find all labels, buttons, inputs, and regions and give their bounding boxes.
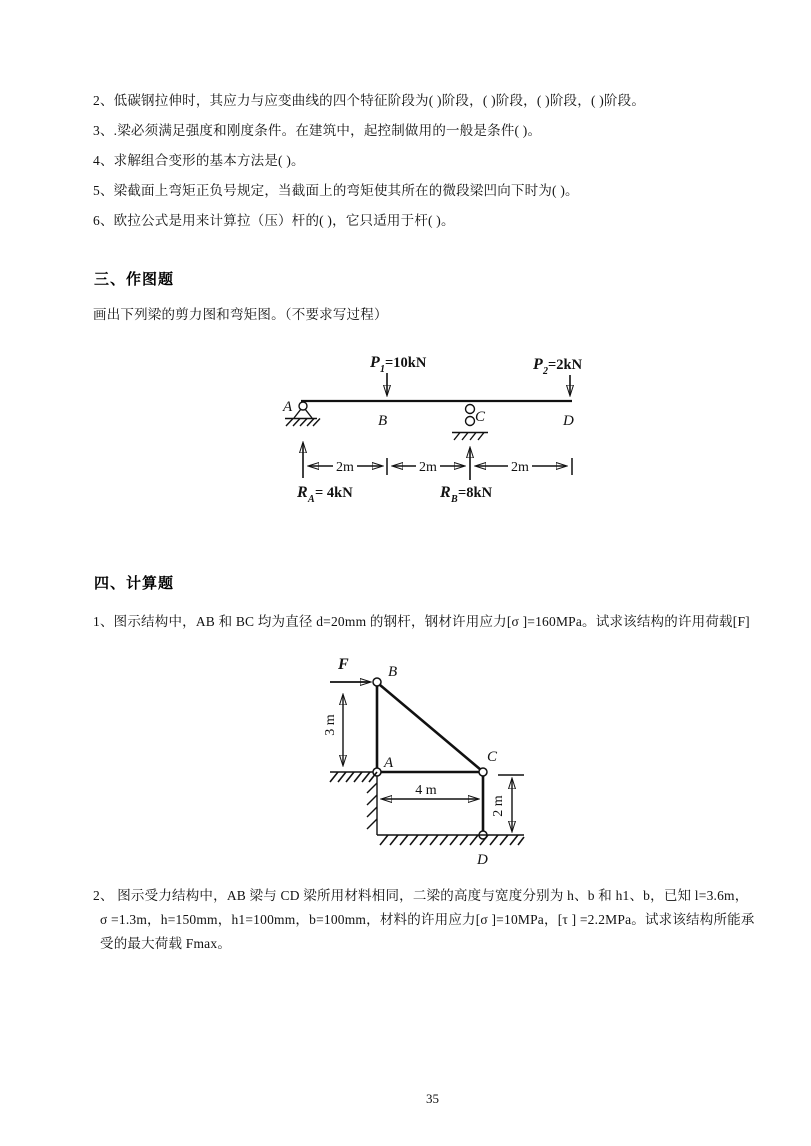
beam-diagram <box>270 345 610 510</box>
node-label-c: C <box>475 409 486 425</box>
section-drawing-intro: 画出下列梁的剪力图和弯矩图。（不要求写过程） <box>93 307 388 322</box>
question-2: 2、低碳钢拉伸时，其应力与应变曲线的四个特征阶段为( )阶段，( )阶段，( )阶段，( )阶段。 <box>93 93 646 108</box>
rb-subscript: B <box>451 494 458 505</box>
frame-label-c: C <box>487 749 498 765</box>
dim-label-cd: 2m <box>511 460 529 475</box>
frame-diagram <box>310 645 600 880</box>
rb-value: =8kN <box>458 485 493 501</box>
frame-label-d: D <box>477 852 488 868</box>
calc-question-2-line2: σ =1.3m，h=150mm，h1=100mm，b=100mm，材料的许用应力[σ ]=10MPa，[τ ] =2.2MPa。试求该结构所能承 <box>100 912 755 927</box>
node-label-d: D <box>563 413 574 429</box>
p2-symbol: P <box>533 356 543 373</box>
p1-value: =10kN <box>385 355 427 371</box>
calc-question-1: 1、图示结构中，AB 和 BC 均为直径 d=20mm 的钢杆，钢材许用应力[σ ]=160MPa。试求该结构的许用荷载[F] <box>93 614 750 629</box>
reaction-rb-label <box>439 484 493 505</box>
page-number: 35 <box>426 1091 439 1106</box>
section-drawing-heading: 三、作图题 <box>94 272 175 288</box>
wall-edge <box>367 776 377 835</box>
frame-label-b: B <box>388 664 398 680</box>
ra-subscript: A <box>308 494 315 505</box>
dim-2m <box>491 775 524 831</box>
calc-question-2-line3: 受的最大荷载 Fmax。 <box>100 936 232 951</box>
ground-upper-left <box>330 772 377 782</box>
load-p1-label <box>369 354 427 375</box>
dim-2m-label: 2 m <box>491 795 506 817</box>
question-4: 4、求解组合变形的基本方法是( )。 <box>93 153 305 168</box>
p1-subscript: 1 <box>380 364 385 375</box>
node-label-b: B <box>378 413 388 429</box>
member-bc <box>380 685 481 770</box>
p2-subscript: 2 <box>543 366 548 377</box>
dim-3m <box>323 695 343 765</box>
dim-4m <box>382 783 478 799</box>
section-calc-heading: 四、计算题 <box>94 576 175 592</box>
question-6: 6、欧拉公式是用来计算拉（压）杆的( )，它只适用于杆( )。 <box>93 213 455 228</box>
calc-question-2-line1: 2、 图示受力结构中，AB 梁与 CD 梁所用材料相同，二梁的高度与宽度分别为 h、b 和 h1、b，已知 l=3.6m， <box>93 888 749 903</box>
dim-label-ab: 2m <box>336 460 354 475</box>
rb-symbol: R <box>440 484 451 501</box>
p2-value: =2kN <box>548 357 583 373</box>
ra-symbol: R <box>297 484 308 501</box>
ra-value: = 4kN <box>315 485 353 501</box>
dim-label-bc: 2m <box>419 460 437 475</box>
ground-bottom <box>377 835 524 845</box>
p1-symbol: P <box>370 354 380 371</box>
node-label-a: A <box>283 399 293 415</box>
load-p2-label <box>532 356 583 377</box>
dim-4m-label: 4 m <box>415 783 437 798</box>
node-c <box>479 768 487 776</box>
reaction-ra-label <box>296 484 353 505</box>
node-b <box>373 678 381 686</box>
question-5: 5、梁截面上弯矩正负号规定，当截面上的弯矩使其所在的微段梁凹向下时为( )。 <box>93 183 579 198</box>
dim-3m-label: 3 m <box>323 714 338 736</box>
question-3: 3、.梁必须满足强度和刚度条件。在建筑中，起控制做用的一般是条件( )。 <box>93 123 542 138</box>
frame-label-a: A <box>384 755 394 771</box>
force-f-label: F <box>338 656 349 673</box>
